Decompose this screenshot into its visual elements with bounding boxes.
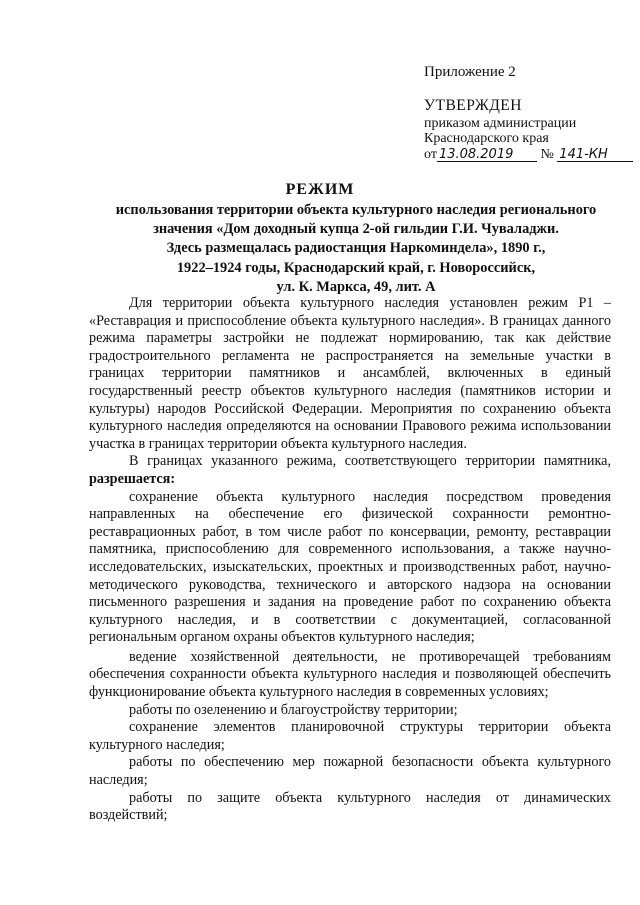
subtitle-line: ул. К. Маркса, 49, лит. А bbox=[276, 278, 436, 295]
order-reference bbox=[424, 147, 633, 163]
order-date-handwritten: 13.08.2019 bbox=[437, 148, 537, 162]
subtitle-line: 1922–1924 годы, Краснодарский край, г. Новороссийск, bbox=[176, 259, 536, 276]
intro-paragraph: Для территории объекта культурного наследия установлен режим Р1 – «Реставрация и приспособление объекта культурного наследия». В границах данного режима параметры застройки не подлежат нормированию, так как действие градостроительного регламента не распространяется на земельные участки в границах территории памятников и ансамблей, включенных в единый государственный реестр объектов культурного наследия (памятников истории и культуры) народов Российской Федерации. Мероприятия по сохранению объекта культурного наследия определяются на основании Правового режима использовании участка в границах территории объекта культурного наследия. bbox=[89, 295, 611, 452]
document-body bbox=[89, 295, 611, 825]
subtitle-line: использования территории объекта культурного наследия регионального bbox=[115, 202, 597, 218]
list-item: работы по обеспечению мер пожарной безопасности объекта культурного наследия; bbox=[89, 754, 611, 789]
approval-line: Краснодарского края bbox=[424, 131, 549, 146]
permitted-keyword: разрешается: bbox=[89, 470, 176, 487]
list-item: сохранение объекта культурного наследия посредством проведения направленных на обеспечение его физической сохранности ремонтно-реставрационных работ, в том числе работ по консервации, ремонту, реставрации памятника, приспособлению для современного использования, а также научно-исследовательских, изыскательских, проектных и производственных работ, научно-методического руководства, технического и авторского надзора на основании письменного разрешения и задания на проведение работ по сохранению объекта культурного наследия, и в соответствии с документацией, согласованной региональным органом охраны объектов культурного наследия; bbox=[89, 488, 611, 646]
order-prefix: от bbox=[424, 147, 437, 162]
document-title: РЕЖИМ bbox=[285, 181, 355, 198]
list-item: сохранение элементов планировочной структуры территории объекта культурного наследия; bbox=[89, 719, 611, 753]
list-item: ведение хозяйственной деятельности, не противоречащей требованиям обеспечения сохранности объекта культурного наследия и позволяющей обеспечить функционирование объекта культурного наследия в современных условиях; bbox=[89, 648, 611, 701]
order-number-handwritten: 141-КН bbox=[557, 148, 633, 162]
annex-label: Приложение 2 bbox=[424, 64, 516, 80]
list-item: работы по озеленению и благоустройству территории; bbox=[129, 701, 458, 718]
list-item: работы по защите объекта культурного наследия от динамических воздействий; bbox=[89, 789, 611, 824]
document-subtitle bbox=[96, 201, 616, 297]
subtitle-line: значения «Дом доходный купца 2-ой гильдии Г.И. Чуваладжи. bbox=[153, 221, 559, 238]
order-number-sign: № bbox=[540, 147, 554, 162]
approval-heading: УТВЕРЖДЕН bbox=[424, 97, 522, 114]
subtitle-line: Здесь размещалась радиостанция Наркоминдела», 1890 г., bbox=[166, 240, 546, 257]
permitted-lead: В границах указанного режима, соответствующего территории памятника, bbox=[129, 453, 611, 470]
permitted-paragraph bbox=[89, 453, 611, 488]
approval-line: приказом администрации bbox=[424, 116, 577, 131]
